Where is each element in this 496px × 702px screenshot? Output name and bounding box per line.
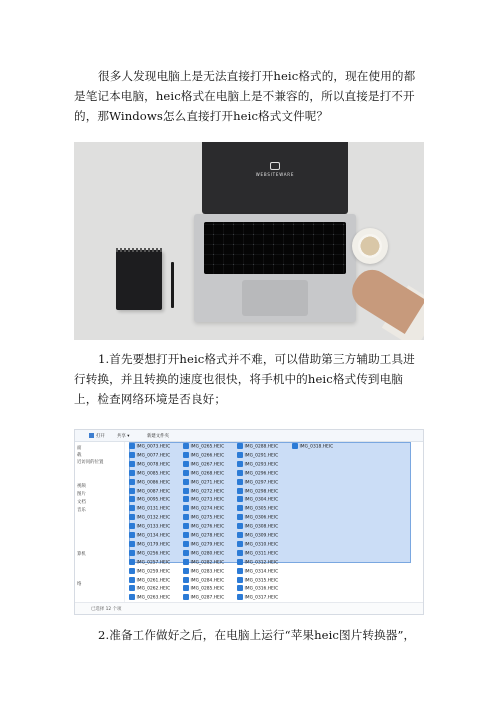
file-explorer-screenshot <box>74 429 424 615</box>
file-item[interactable] <box>183 496 224 504</box>
file-name: IMG_0087.HEIC <box>136 489 171 494</box>
image-file-icon <box>237 496 243 502</box>
file-name: IMG_0086.HEIC <box>136 480 171 486</box>
image-file-icon <box>237 470 243 476</box>
sidebar-item[interactable]: 视频 <box>77 484 86 489</box>
image-file-icon <box>237 523 243 529</box>
pen <box>171 262 174 308</box>
image-file-icon <box>237 488 243 494</box>
file-item[interactable] <box>183 577 224 585</box>
file-item[interactable] <box>183 470 224 478</box>
file-item[interactable] <box>129 470 170 478</box>
image-file-icon <box>183 585 189 591</box>
image-file-icon <box>129 443 135 449</box>
file-name: IMG_0266.HEIC <box>190 453 225 459</box>
file-item[interactable] <box>129 568 170 576</box>
file-item[interactable] <box>129 559 170 567</box>
file-name: IMG_0297.HEIC <box>244 480 279 486</box>
file-item[interactable] <box>129 523 170 531</box>
step1-text: 1.首先要想打开heic格式并不难，可以借助第三方辅助工具进行转换，并且转换的速度也很快，将手机中的heic格式传到电脑上，检查网络环境是否良好； <box>74 352 415 406</box>
file-item[interactable] <box>183 452 224 460</box>
file-item[interactable] <box>129 577 170 585</box>
image-file-icon <box>129 568 135 574</box>
status-bar <box>75 602 423 614</box>
file-item[interactable] <box>183 585 224 593</box>
file-name: IMG_0132.HEIC <box>136 515 171 521</box>
image-file-icon <box>237 577 243 583</box>
image-file-icon <box>183 488 189 494</box>
image-file-icon <box>237 479 243 485</box>
file-name: IMG_0267.HEIC <box>190 462 225 468</box>
file-item[interactable] <box>129 479 170 487</box>
file-name: IMG_0284.HEIC <box>190 578 225 583</box>
file-name: IMG_0279.HEIC <box>190 542 225 548</box>
file-name: IMG_0317.HEIC <box>244 595 279 601</box>
file-name: IMG_0282.HEIC <box>190 560 225 566</box>
file-name: IMG_0316.HEIC <box>244 586 279 592</box>
image-file-icon <box>183 452 189 458</box>
image-file-icon <box>237 541 243 547</box>
file-name: IMG_0261.HEIC <box>136 578 171 583</box>
file-name: IMG_0257.HEIC <box>136 560 171 566</box>
file-item[interactable] <box>237 532 278 540</box>
explorer-toolbar <box>75 430 423 442</box>
image-file-icon <box>183 577 189 583</box>
file-name: IMG_0085.HEIC <box>136 471 171 477</box>
file-name: IMG_0315.HEIC <box>244 578 279 583</box>
file-item[interactable] <box>183 550 224 558</box>
image-file-icon <box>237 505 243 511</box>
file-item[interactable] <box>183 443 224 451</box>
image-file-icon <box>129 479 135 485</box>
image-file-icon <box>183 550 189 556</box>
image-file-icon <box>183 523 189 529</box>
sidebar-item[interactable]: 络 <box>77 582 82 587</box>
file-item[interactable] <box>237 585 278 593</box>
file-item[interactable] <box>129 541 170 549</box>
sidebar-item[interactable]: 近访问的位置 <box>77 460 104 465</box>
file-item[interactable] <box>129 452 170 460</box>
file-item[interactable] <box>183 514 224 522</box>
file-name: IMG_0305.HEIC <box>244 506 279 512</box>
file-item[interactable] <box>129 514 170 522</box>
laptop-desk-photo <box>74 142 424 340</box>
file-item[interactable] <box>129 532 170 540</box>
file-name: IMG_0274.HEIC <box>190 506 225 512</box>
coffee-cup <box>358 234 382 258</box>
laptop-base <box>194 214 356 322</box>
file-item[interactable] <box>237 523 278 531</box>
intro-paragraph <box>74 66 424 126</box>
image-file-icon <box>237 550 243 556</box>
image-file-icon <box>129 577 135 583</box>
file-name: IMG_0276.HEIC <box>190 524 225 530</box>
file-item[interactable] <box>237 568 278 576</box>
file-item[interactable] <box>129 550 170 558</box>
file-name: IMG_0275.HEIC <box>190 515 225 521</box>
toolbar-open-button[interactable]: 打开 <box>89 433 105 440</box>
sidebar-item[interactable]: 文档 <box>77 500 86 505</box>
file-name: IMG_0283.HEIC <box>190 569 225 575</box>
file-item[interactable] <box>237 550 278 558</box>
image-file-icon <box>183 443 189 449</box>
image-file-icon <box>183 514 189 520</box>
file-item[interactable] <box>237 505 278 513</box>
file-item[interactable] <box>237 470 278 478</box>
file-name: IMG_0296.HEIC <box>244 471 279 477</box>
file-item[interactable] <box>237 479 278 487</box>
file-item[interactable] <box>237 541 278 549</box>
image-file-icon <box>183 479 189 485</box>
laptop-screen <box>202 142 348 214</box>
file-name: IMG_0291.HEIC <box>244 453 279 459</box>
image-file-icon <box>237 585 243 591</box>
image-file-icon <box>183 541 189 547</box>
image-file-icon <box>183 532 189 538</box>
file-name: IMG_0078.HEIC <box>136 462 171 468</box>
file-name: IMG_0314.HEIC <box>244 569 279 575</box>
file-name: IMG_0133.HEIC <box>136 524 171 530</box>
file-name: IMG_0073.HEIC <box>136 444 171 450</box>
file-name: IMG_0308.HEIC <box>244 524 279 530</box>
image-file-icon <box>183 594 189 600</box>
image-file-icon <box>129 452 135 458</box>
file-item[interactable] <box>183 523 224 531</box>
file-name: IMG_0263.HEIC <box>136 595 171 601</box>
image-file-icon <box>129 594 135 600</box>
toolbar-new-folder-button[interactable]: 新建文件夹 <box>147 434 169 439</box>
file-item[interactable] <box>292 443 333 451</box>
file-item[interactable] <box>129 505 170 513</box>
file-item[interactable] <box>183 541 224 549</box>
file-name: IMG_0262.HEIC <box>136 586 171 592</box>
file-name: IMG_0304.HEIC <box>244 497 279 503</box>
file-item[interactable] <box>237 443 278 451</box>
image-file-icon <box>183 496 189 502</box>
image-file-icon <box>237 452 243 458</box>
notebook <box>116 250 162 310</box>
file-name: IMG_0268.HEIC <box>190 471 225 477</box>
file-item[interactable] <box>183 559 224 567</box>
file-name: IMG_0271.HEIC <box>190 480 225 486</box>
file-item[interactable] <box>129 443 170 451</box>
file-name: IMG_0095.HEIC <box>136 497 171 503</box>
image-file-icon <box>129 523 135 529</box>
file-name: IMG_0256.HEIC <box>136 551 171 557</box>
file-name: IMG_0293.HEIC <box>244 462 279 468</box>
file-name: IMG_0265.HEIC <box>190 444 225 450</box>
image-file-icon <box>129 496 135 502</box>
image-file-icon <box>129 461 135 467</box>
file-name: IMG_0131.HEIC <box>136 506 171 512</box>
file-name: IMG_0179.HEIC <box>136 542 171 548</box>
file-name: IMG_0311.HEIC <box>244 551 279 557</box>
image-file-icon <box>129 550 135 556</box>
file-name: IMG_0306.HEIC <box>244 515 279 521</box>
file-item[interactable] <box>237 559 278 567</box>
open-icon <box>89 433 94 438</box>
file-name: IMG_0134.HEIC <box>136 533 171 539</box>
file-name: IMG_0287.HEIC <box>190 595 225 601</box>
laptop-keyboard <box>204 222 346 274</box>
image-file-icon <box>237 532 243 538</box>
sidebar-item[interactable]: 图片 <box>77 492 86 497</box>
toolbar-share-button[interactable]: 共享 ▾ <box>117 434 130 439</box>
file-item[interactable] <box>183 568 224 576</box>
file-name: IMG_0280.HEIC <box>190 551 225 557</box>
logo-mark <box>270 162 280 170</box>
file-item[interactable] <box>129 461 170 469</box>
sidebar-item[interactable]: 音乐 <box>77 508 86 513</box>
image-file-icon <box>129 559 135 565</box>
image-file-icon <box>292 443 298 449</box>
image-file-icon <box>183 461 189 467</box>
image-file-icon <box>237 594 243 600</box>
sidebar-item[interactable]: 载 <box>77 453 82 458</box>
file-item[interactable] <box>183 461 224 469</box>
file-name: IMG_0285.HEIC <box>190 586 225 592</box>
image-file-icon <box>129 488 135 494</box>
file-item[interactable] <box>237 514 278 522</box>
file-name: IMG_0272.HEIC <box>190 489 225 494</box>
image-file-icon <box>129 541 135 547</box>
status-text: 已选择 12 个项 <box>91 607 122 612</box>
file-item[interactable] <box>129 585 170 593</box>
file-name: IMG_0273.HEIC <box>190 497 225 503</box>
image-file-icon <box>183 568 189 574</box>
file-item[interactable] <box>183 532 224 540</box>
file-item[interactable] <box>129 488 170 496</box>
intro-text: 很多人发现电脑上是无法直接打开heic格式的，现在使用的都是笔记本电脑，heic格式在电脑上是不兼容的，所以直接是打不开的，那Windows怎么直接打开heic格式文件呢？ <box>74 69 416 123</box>
image-file-icon <box>129 505 135 511</box>
image-file-icon <box>129 585 135 591</box>
image-file-icon <box>129 514 135 520</box>
file-item[interactable] <box>237 496 278 504</box>
laptop-trackpad <box>242 280 308 316</box>
file-item[interactable] <box>129 496 170 504</box>
image-file-icon <box>237 514 243 520</box>
step2-paragraph <box>74 625 424 645</box>
file-name: IMG_0288.HEIC <box>244 444 279 450</box>
file-item[interactable] <box>183 479 224 487</box>
image-file-icon <box>183 505 189 511</box>
file-item[interactable] <box>237 452 278 460</box>
image-file-icon <box>183 559 189 565</box>
file-name: IMG_0309.HEIC <box>244 533 279 539</box>
image-file-icon <box>129 470 135 476</box>
image-file-icon <box>237 443 243 449</box>
sidebar-item[interactable]: 面 <box>77 446 82 451</box>
file-item[interactable] <box>237 577 278 585</box>
laptop-logo-text: WEBSITEWARE <box>255 172 295 177</box>
image-file-icon <box>237 568 243 574</box>
file-name: IMG_0259.HEIC <box>136 569 171 575</box>
file-item[interactable] <box>183 505 224 513</box>
file-name: IMG_0318.HEIC <box>299 444 334 450</box>
file-name: IMG_0312.HEIC <box>244 560 279 566</box>
image-file-icon <box>237 461 243 467</box>
image-file-icon <box>237 559 243 565</box>
sidebar-item[interactable]: 算机 <box>77 552 86 557</box>
file-name: IMG_0298.HEIC <box>244 489 279 494</box>
file-item[interactable] <box>183 488 224 496</box>
file-item[interactable] <box>237 488 278 496</box>
file-name: IMG_0077.HEIC <box>136 453 171 459</box>
file-name: IMG_0278.HEIC <box>190 533 225 539</box>
step1-paragraph <box>74 349 424 409</box>
image-file-icon <box>183 470 189 476</box>
image-file-icon <box>129 532 135 538</box>
file-name: IMG_0310.HEIC <box>244 542 279 548</box>
explorer-sidebar <box>75 442 125 604</box>
step2-text: 2.准备工作做好之后，在电脑上运行“苹果heic图片转换器”， <box>98 628 416 642</box>
file-item[interactable] <box>237 461 278 469</box>
